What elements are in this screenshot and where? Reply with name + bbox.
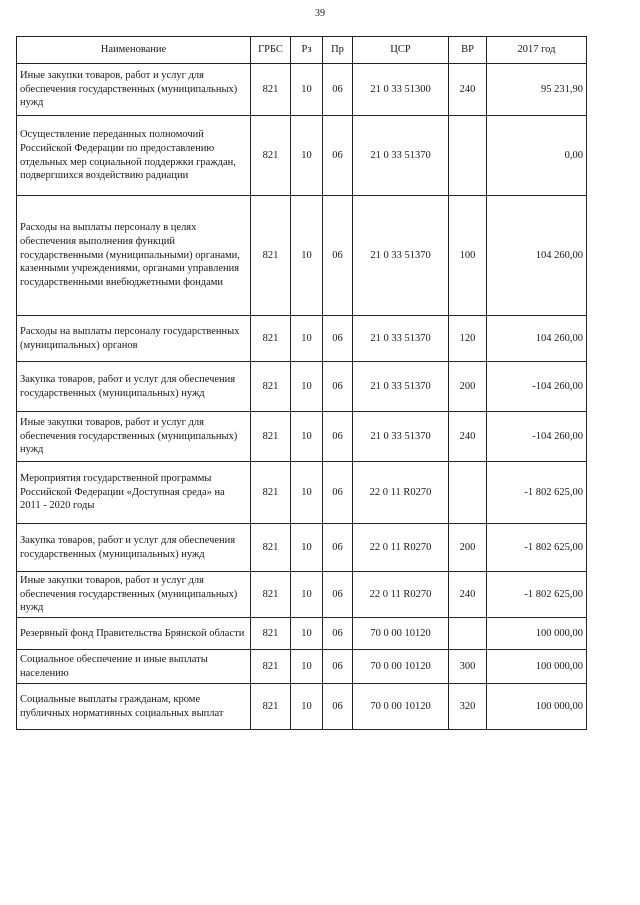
row-name: Расходы на выплаты персоналу государственных (муниципальных) органов	[17, 316, 251, 362]
row-rz: 10	[291, 362, 323, 412]
row-csr: 22 0 11 R0270	[353, 462, 449, 524]
row-pr: 06	[323, 650, 353, 684]
row-vr: 120	[449, 316, 487, 362]
row-amount: -1 802 625,00	[487, 572, 587, 618]
row-grbs: 821	[251, 116, 291, 196]
header-rz: Рз	[291, 37, 323, 64]
row-pr: 06	[323, 412, 353, 462]
row-pr: 06	[323, 316, 353, 362]
row-name: Иные закупки товаров, работ и услуг для обеспечения государственных (муниципальных) нужд	[17, 412, 251, 462]
row-vr: 200	[449, 524, 487, 572]
table-row	[17, 412, 587, 462]
row-amount: 0,00	[487, 116, 587, 196]
row-pr: 06	[323, 618, 353, 650]
row-grbs: 821	[251, 462, 291, 524]
row-name: Иные закупки товаров, работ и услуг для обеспечения государственных (муниципальных) нужд	[17, 572, 251, 618]
row-name: Социальные выплаты гражданам, кроме публичных нормативных социальных выплат	[17, 684, 251, 730]
table-row	[17, 524, 587, 572]
row-csr: 22 0 11 R0270	[353, 572, 449, 618]
row-pr: 06	[323, 196, 353, 316]
row-name: Закупка товаров, работ и услуг для обеспечения государственных (муниципальных) нужд	[17, 524, 251, 572]
header-csr: ЦСР	[353, 37, 449, 64]
row-amount: 100 000,00	[487, 650, 587, 684]
row-vr: 200	[449, 362, 487, 412]
row-vr: 240	[449, 64, 487, 116]
page-number: 39	[315, 8, 325, 19]
row-name: Мероприятия государственной программы Российской Федерации «Доступная среда» на 2011 - 2020 годы	[17, 462, 251, 524]
row-csr: 70 0 00 10120	[353, 618, 449, 650]
row-grbs: 821	[251, 64, 291, 116]
budget-table	[16, 36, 587, 730]
row-vr: 240	[449, 572, 487, 618]
row-rz: 10	[291, 572, 323, 618]
row-grbs: 821	[251, 196, 291, 316]
row-vr: 300	[449, 650, 487, 684]
header-pr: Пр	[323, 37, 353, 64]
row-amount: -104 260,00	[487, 362, 587, 412]
header-vr: ВР	[449, 37, 487, 64]
row-csr: 21 0 33 51300	[353, 64, 449, 116]
row-amount: -1 802 625,00	[487, 524, 587, 572]
row-rz: 10	[291, 412, 323, 462]
row-pr: 06	[323, 572, 353, 618]
row-grbs: 821	[251, 684, 291, 730]
row-vr: 240	[449, 412, 487, 462]
table-row	[17, 64, 587, 116]
row-vr: 320	[449, 684, 487, 730]
row-csr: 21 0 33 51370	[353, 316, 449, 362]
row-amount: -1 802 625,00	[487, 462, 587, 524]
row-grbs: 821	[251, 618, 291, 650]
row-grbs: 821	[251, 524, 291, 572]
table-row	[17, 362, 587, 412]
row-csr: 22 0 11 R0270	[353, 524, 449, 572]
header-year: 2017 год	[487, 37, 587, 64]
row-pr: 06	[323, 116, 353, 196]
row-rz: 10	[291, 116, 323, 196]
row-rz: 10	[291, 618, 323, 650]
row-pr: 06	[323, 462, 353, 524]
row-name: Осуществление переданных полномочий Российской Федерации по предоставлению отдельных мер социальной поддержки граждан, подвергшихся воздействию радиации	[17, 116, 251, 196]
row-name: Резервный фонд Правительства Брянской области	[17, 618, 251, 650]
row-vr: 100	[449, 196, 487, 316]
table-row	[17, 684, 587, 730]
row-rz: 10	[291, 684, 323, 730]
row-name: Социальное обеспечение и иные выплаты населению	[17, 650, 251, 684]
row-pr: 06	[323, 524, 353, 572]
table-row	[17, 650, 587, 684]
table-header	[17, 37, 587, 64]
row-grbs: 821	[251, 316, 291, 362]
row-pr: 06	[323, 64, 353, 116]
row-grbs: 821	[251, 650, 291, 684]
row-amount: 100 000,00	[487, 618, 587, 650]
table-row	[17, 196, 587, 316]
row-amount: 95 231,90	[487, 64, 587, 116]
row-rz: 10	[291, 650, 323, 684]
row-vr	[449, 618, 487, 650]
row-csr: 21 0 33 51370	[353, 412, 449, 462]
row-rz: 10	[291, 524, 323, 572]
row-amount: -104 260,00	[487, 412, 587, 462]
row-name: Закупка товаров, работ и услуг для обеспечения государственных (муниципальных) нужд	[17, 362, 251, 412]
table-body	[17, 64, 587, 730]
table-row	[17, 116, 587, 196]
table-row	[17, 572, 587, 618]
row-vr	[449, 462, 487, 524]
row-csr: 21 0 33 51370	[353, 116, 449, 196]
row-rz: 10	[291, 64, 323, 116]
row-rz: 10	[291, 196, 323, 316]
row-pr: 06	[323, 684, 353, 730]
row-name: Иные закупки товаров, работ и услуг для обеспечения государственных (муниципальных) нужд	[17, 64, 251, 116]
header-row	[17, 37, 587, 64]
row-grbs: 821	[251, 572, 291, 618]
row-csr: 70 0 00 10120	[353, 684, 449, 730]
table-row	[17, 316, 587, 362]
row-csr: 21 0 33 51370	[353, 196, 449, 316]
row-name: Расходы на выплаты персоналу в целях обеспечения выполнения функций государственными (муниципальными) органами, казенными учреждениями, органами управления государственными внебюджетными фондами	[17, 196, 251, 316]
row-rz: 10	[291, 316, 323, 362]
row-grbs: 821	[251, 412, 291, 462]
row-amount: 104 260,00	[487, 196, 587, 316]
table-row	[17, 462, 587, 524]
row-rz: 10	[291, 462, 323, 524]
table-row	[17, 618, 587, 650]
row-amount: 100 000,00	[487, 684, 587, 730]
row-amount: 104 260,00	[487, 316, 587, 362]
row-csr: 21 0 33 51370	[353, 362, 449, 412]
row-pr: 06	[323, 362, 353, 412]
row-csr: 70 0 00 10120	[353, 650, 449, 684]
row-vr	[449, 116, 487, 196]
row-grbs: 821	[251, 362, 291, 412]
header-grbs: ГРБС	[251, 37, 291, 64]
header-name: Наименование	[17, 37, 251, 64]
